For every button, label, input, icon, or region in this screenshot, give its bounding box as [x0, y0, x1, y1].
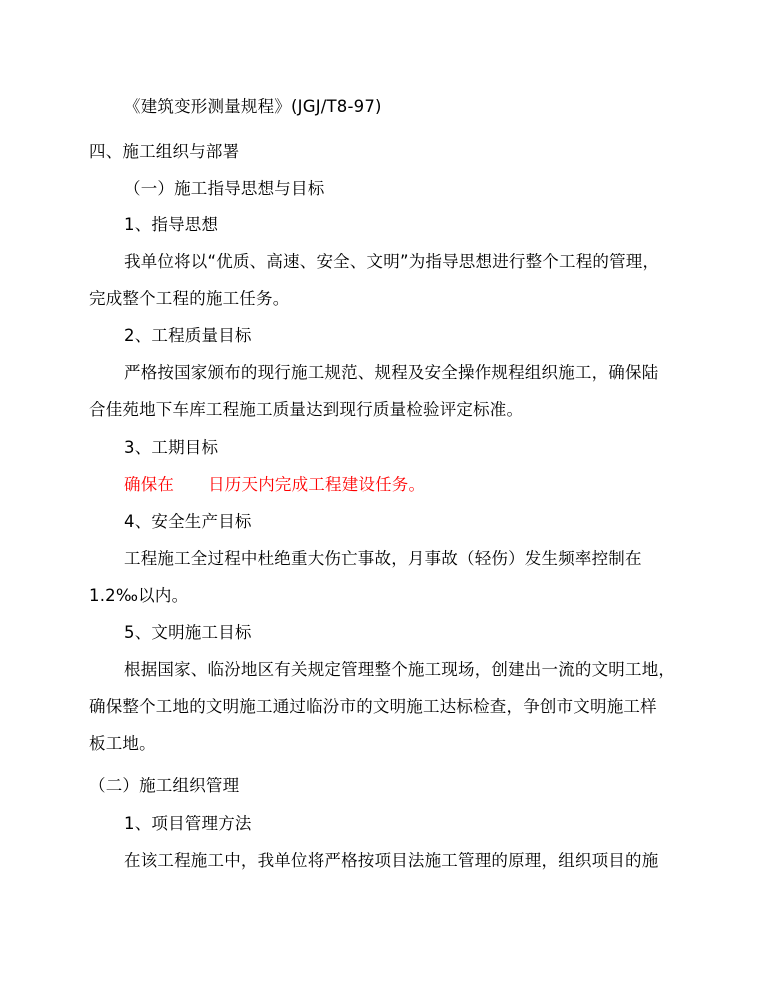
item-heading-safety-goal: 4、安全生产目标 [124, 512, 252, 531]
item-heading-civilized-construction: 5、文明施工目标 [124, 623, 252, 642]
paragraph-line: 完成整个工程的施工任务。 [89, 289, 290, 308]
item-heading-quality-goal: 2、工程质量目标 [124, 326, 252, 345]
subsection-heading-one: （一）施工指导思想与目标 [124, 179, 325, 198]
item-heading-schedule-goal: 3、工期目标 [124, 438, 219, 457]
reference-standard-line: 《建筑变形测量规程》(JGJ/T8-97) [124, 97, 382, 116]
paragraph-line: 严格按国家颁布的现行施工规范、规程及安全操作规程组织施工，确保陆 [124, 363, 659, 382]
paragraph-line: 工程施工全过程中杜绝重大伤亡事故，月事故（轻伤）发生频率控制在 [124, 549, 642, 568]
section-heading-four: 四、施工组织与部署 [89, 142, 240, 161]
item-heading-guiding-idea: 1、指导思想 [124, 215, 219, 234]
paragraph-line: 板工地。 [89, 734, 156, 753]
paragraph-line: 在该工程施工中，我单位将严格按项目法施工管理的原理，组织项目的施 [124, 851, 659, 870]
schedule-goal-line [124, 474, 425, 496]
schedule-goal-suffix: 日历天内完成工程建设任务。 [208, 475, 426, 494]
item-heading-project-management: 1、项目管理方法 [124, 814, 252, 833]
paragraph-line: 我单位将以“优质、高速、安全、文明”为指导思想进行整个工程的管理， [124, 252, 660, 271]
paragraph-line: 合佳苑地下车库工程施工质量达到现行质量检验评定标准。 [89, 400, 524, 419]
schedule-goal-prefix: 确保在 [124, 475, 175, 494]
paragraph-line: 根据国家、临汾地区有关规定管理整个施工现场，创建出一流的文明工地， [124, 660, 676, 679]
subsection-heading-two: （二）施工组织管理 [89, 776, 240, 795]
paragraph-line: 1.2‰以内。 [89, 586, 189, 605]
paragraph-line: 确保整个工地的文明施工通过临汾市的文明施工达标检查，争创市文明施工样 [89, 697, 657, 716]
